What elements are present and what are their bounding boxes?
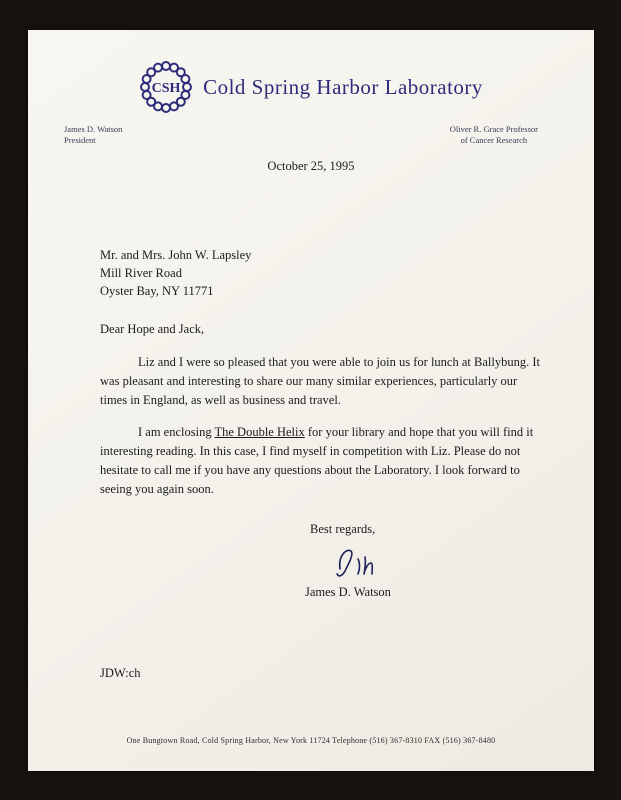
paragraph-2-pre: I am enclosing	[138, 425, 215, 440]
officer-left-block	[64, 124, 122, 147]
paragraph-2-post: for your library and hope that you will find it interesting reading. In this case, I find myself in competition with Liz. Please do not hesitate to call me if you have any questions about the Laboratory. I look forward to seeing you again soon.	[100, 425, 534, 496]
officer-right-block	[450, 124, 538, 147]
officer-right-line1: Oliver R. Grace Professor	[449, 124, 538, 134]
paragraph-1: Liz and I were so pleased that you were able to join us for lunch at Ballybung. It was pleasant and interesting to share our many similar experiences, particularly our times in England, as well as business and travel.	[100, 355, 540, 407]
signature-icon	[332, 545, 384, 581]
officer-left-title: President	[64, 135, 96, 146]
logo-text: CSH	[151, 81, 181, 96]
salutation: Dear Hope and Jack,	[100, 322, 205, 337]
org-name: Cold Spring Harbor Laboratory	[203, 74, 483, 99]
book-title-underlined: The Double Helix	[214, 425, 305, 440]
csh-chain-ring-logo-icon	[139, 60, 193, 114]
paragraph-2	[100, 423, 546, 498]
recipient-city: Oyster Bay, NY 11771	[100, 284, 214, 299]
footer-address: One Bungtown Road, Cold Spring Harbor, New York 11724 Telephone (516) 367-8310 FAX (516) 367-8480	[126, 736, 496, 745]
reference-initials: JDW:ch	[100, 665, 141, 680]
recipient-name: Mr. and Mrs. John W. Lapsley	[100, 247, 252, 262]
closing-line: Best regards,	[310, 522, 376, 537]
brand-row	[28, 60, 594, 114]
officer-left-name: James D. Watson	[64, 124, 123, 134]
letterhead	[28, 30, 594, 174]
letterhead-sub-row	[28, 114, 594, 147]
handwritten-signature	[332, 545, 546, 581]
letter-date: October 25, 1995	[267, 158, 355, 173]
signer-name: James D. Watson	[305, 585, 391, 600]
officer-right-line2: of Cancer Research	[460, 135, 528, 146]
recipient-street: Mill River Road	[100, 266, 182, 281]
letter-body	[28, 246, 594, 683]
recipient-block	[100, 246, 546, 300]
letter-page	[28, 30, 594, 771]
